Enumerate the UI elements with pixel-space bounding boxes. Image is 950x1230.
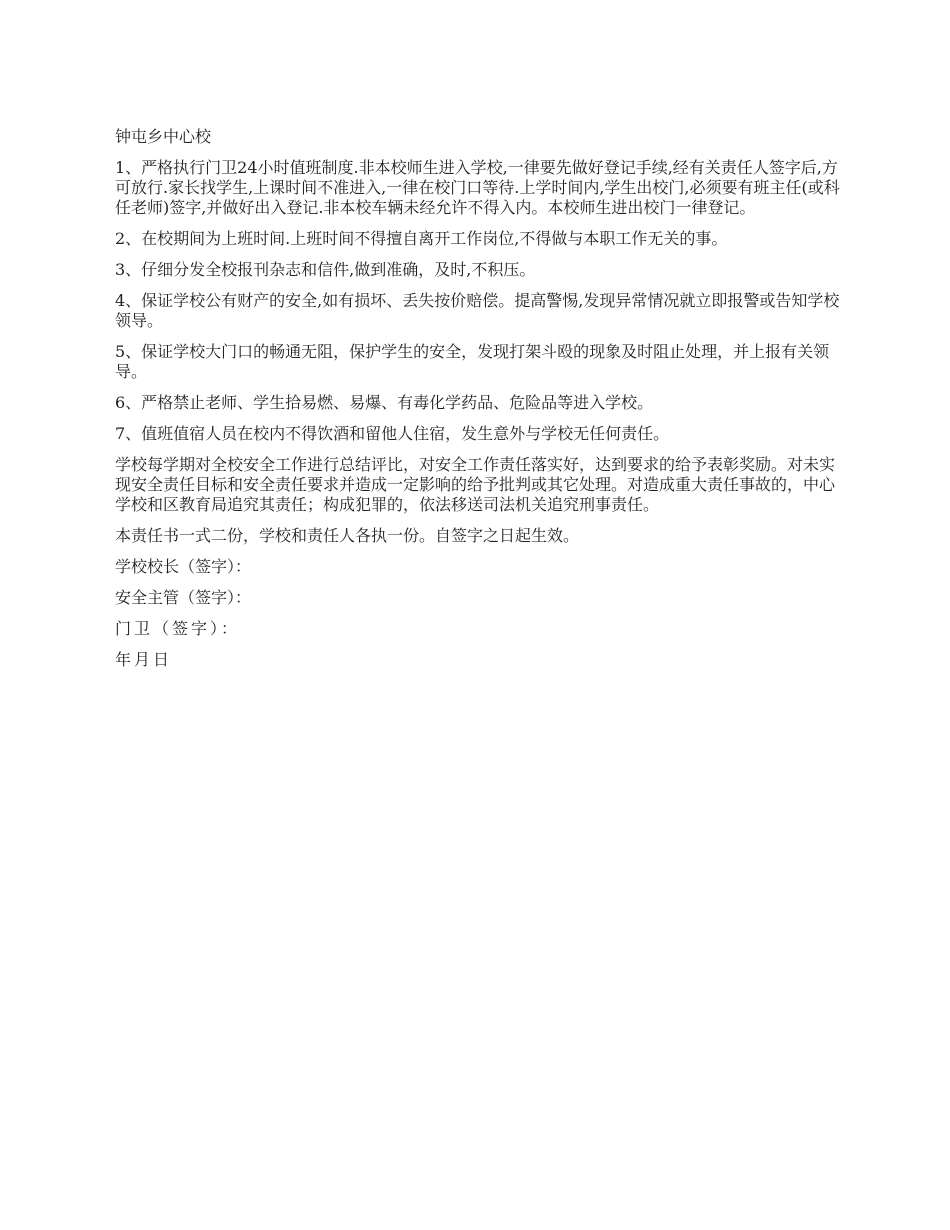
- rule-item-2: 2、在校期间为上班时间.上班时间不得擅自离开工作岗位,不得做与本职工作无关的事。: [115, 229, 728, 248]
- rule-item-1: 1、严格执行门卫24小时值班制度.非本校师生进入学校,一律要先做好登记手续,经有关责任人签字后,方可放行.家长找学生,上课时间不准进入,一律在校门口等待.上学时间内,学生出校门,必须要有班主任(或科任老师)签字,并做好出入登记.非本校车辆未经允许不得入内。本校师生进出校门一律登记。: [115, 158, 840, 217]
- document-title: 钟屯乡中心校: [115, 127, 212, 146]
- rule-item-3: 3、仔细分发全校报刊杂志和信件,做到准确，及时,不积压。: [115, 260, 536, 279]
- summary-paragraph: 学校每学期对全校安全工作进行总结评比，对安全工作责任落实好，达到要求的给予表彰奖励。对未实现安全责任目标和安全责任要求并造成一定影响的给予批判或其它处理。对造成重大责任事故的，中心学校和区教育局追究其责任；构成犯罪的，依法移送司法机关追究刑事责任。: [115, 455, 836, 514]
- rule-item-5: 5、保证学校大门口的畅通无阻，保护学生的安全，发现打架斗殴的现象及时阻止处理，并上报有关领导。: [115, 342, 830, 381]
- rule-item-4: 4、保证学校公有财产的安全,如有损坏、丢失按价赔偿。提高警惕,发现异常情况就立即报警或告知学校领导。: [115, 291, 840, 330]
- date-line: 年月日: [115, 650, 173, 669]
- guard-signature-line: 门卫（签字）：: [115, 619, 241, 638]
- document-page: [115, 127, 845, 681]
- safety-head-signature-line: 安全主管（签字）：: [115, 588, 252, 607]
- rule-item-6: 6、严格禁止老师、学生拾易燃、易爆、有毒化学药品、危险品等进入学校。: [115, 393, 654, 412]
- validity-paragraph: 本责任书一式二份，学校和责任人各执一份。自签字之日起生效。: [115, 526, 580, 545]
- principal-signature-line: 学校校长（签字）：: [115, 557, 252, 576]
- rule-item-7: 7、值班值宿人员在校内不得饮酒和留他人住宿，发生意外与学校无任何责任。: [115, 424, 670, 443]
